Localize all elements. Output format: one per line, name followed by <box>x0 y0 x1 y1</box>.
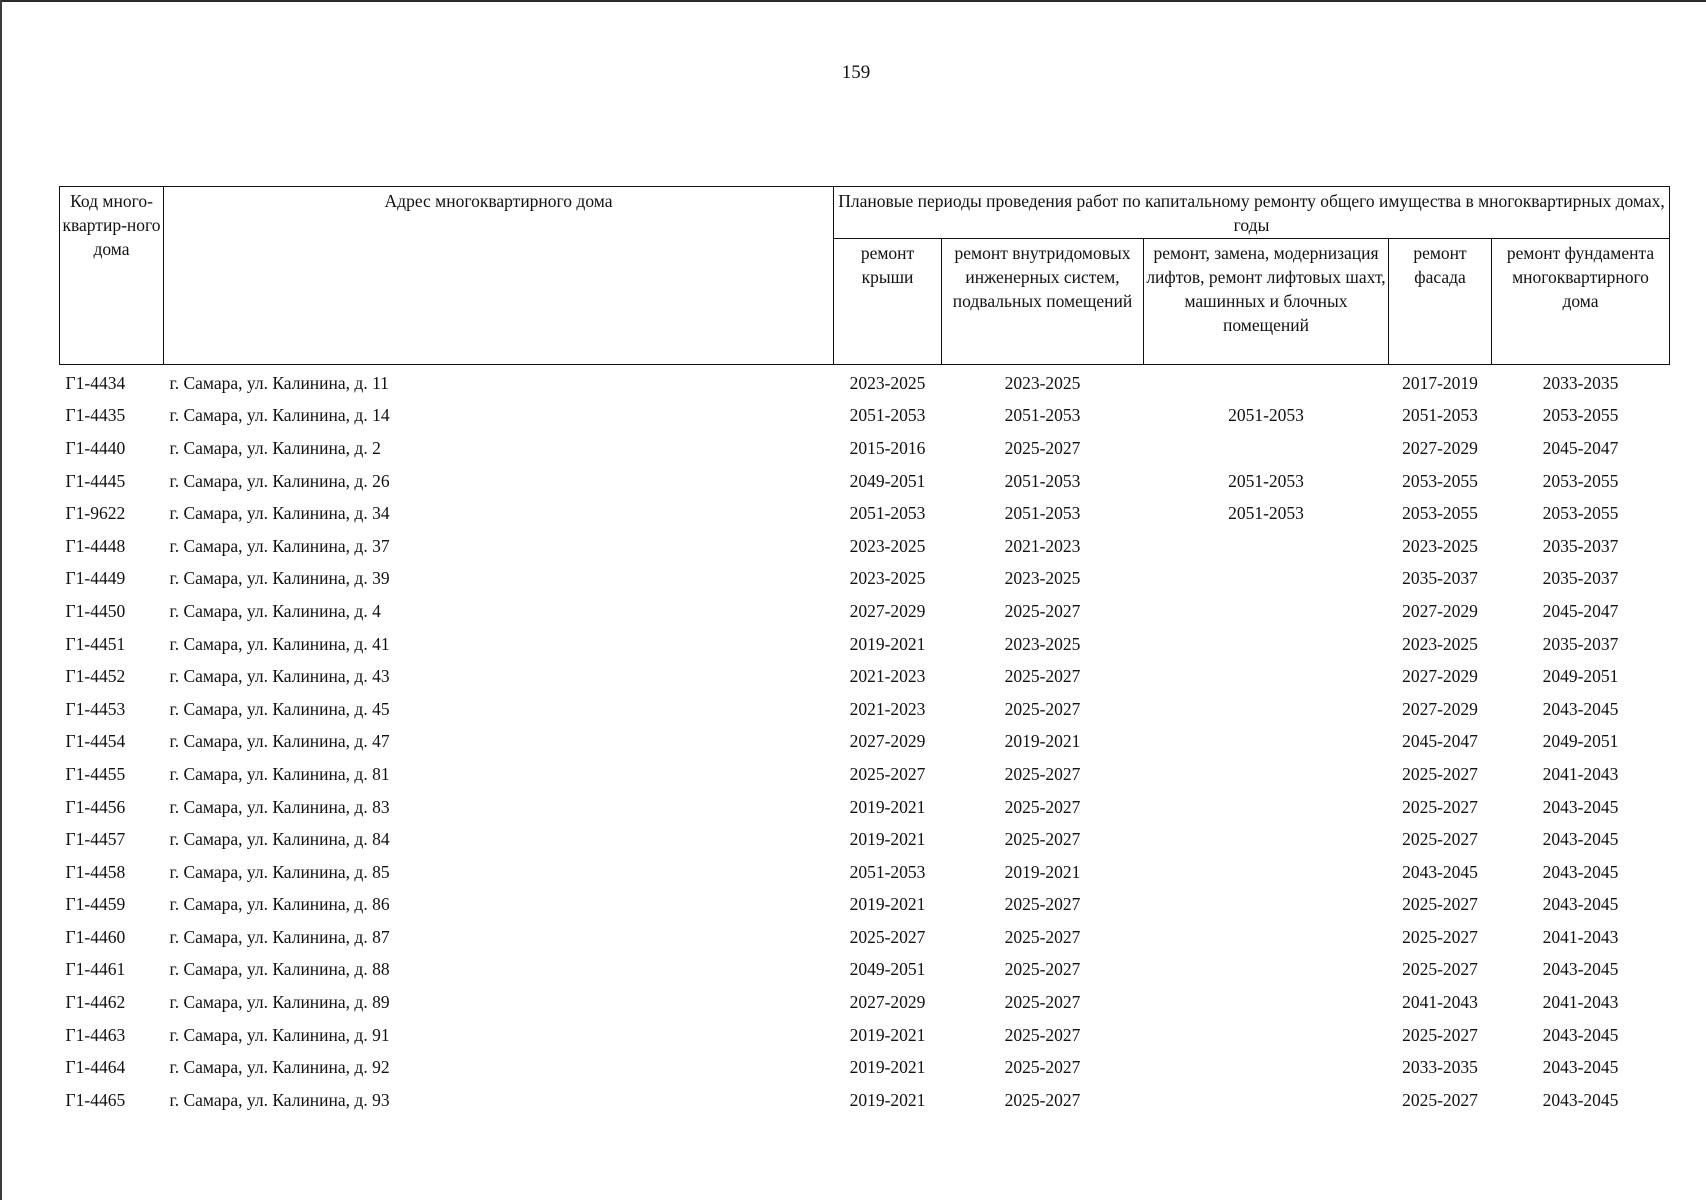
table-row <box>60 889 1670 922</box>
cell-systems: 2025-2027 <box>1004 1057 1081 1078</box>
cell-address: г. Самара, ул. Калинина, д. 2 <box>169 437 381 458</box>
table-row <box>60 432 1670 465</box>
cell-code: Г1-4453 <box>65 698 126 719</box>
cell-facade: 2025-2027 <box>1402 796 1478 817</box>
cell-systems: 2025-2027 <box>1004 666 1081 687</box>
cell-roof: 2027-2029 <box>849 731 926 752</box>
cell-elevators <box>1144 921 1389 954</box>
cell-roof: 2023-2025 <box>849 568 926 589</box>
cell-address: г. Самара, ул. Калинина, д. 39 <box>169 568 390 589</box>
table-row <box>60 921 1670 954</box>
cell-elevators: 2051-2053 <box>1228 405 1304 426</box>
cell-code: Г1-4460 <box>65 926 126 947</box>
cell-roof: 2023-2025 <box>849 372 926 393</box>
cell-elevators: 2051-2053 <box>1228 503 1304 524</box>
cell-foundation: 2035-2037 <box>1542 633 1619 654</box>
table-row <box>60 660 1670 693</box>
cell-roof: 2019-2021 <box>849 894 926 915</box>
cell-code: Г1-4461 <box>65 959 126 980</box>
header-facade: ремонт фасада <box>1389 239 1492 365</box>
table-row <box>60 628 1670 661</box>
header-systems: ремонт внутридомовых инженерных систем, подвальных помещений <box>942 239 1144 365</box>
table-row <box>60 823 1670 856</box>
header-code: Код много-квартир-ного дома <box>60 187 164 365</box>
cell-foundation: 2045-2047 <box>1542 600 1619 621</box>
table-row <box>60 1019 1670 1052</box>
cell-roof: 2021-2023 <box>849 698 926 719</box>
cell-elevators <box>1144 823 1389 856</box>
cell-address: г. Самара, ул. Калинина, д. 41 <box>169 633 390 654</box>
cell-roof: 2051-2053 <box>849 861 926 882</box>
cell-roof: 2021-2023 <box>849 666 926 687</box>
cell-elevators <box>1144 889 1389 922</box>
table-row <box>60 726 1670 759</box>
cell-systems: 2025-2027 <box>1004 829 1081 850</box>
cell-foundation: 2041-2043 <box>1542 992 1619 1013</box>
cell-elevators <box>1144 432 1389 465</box>
cell-systems: 2051-2053 <box>1004 470 1081 491</box>
table-row <box>60 791 1670 824</box>
cell-address: г. Самара, ул. Калинина, д. 43 <box>169 666 390 687</box>
table-row <box>60 465 1670 498</box>
cell-systems: 2023-2025 <box>1004 633 1081 654</box>
table-row <box>60 693 1670 726</box>
cell-address: г. Самара, ул. Калинина, д. 45 <box>169 698 390 719</box>
cell-code: Г1-4455 <box>65 763 126 784</box>
cell-elevators <box>1144 530 1389 563</box>
cell-code: Г1-4456 <box>65 796 126 817</box>
cell-code: Г1-4435 <box>65 405 126 426</box>
table-row <box>60 954 1670 987</box>
cell-elevators <box>1144 628 1389 661</box>
cell-address: г. Самара, ул. Калинина, д. 26 <box>169 470 390 491</box>
cell-foundation: 2049-2051 <box>1542 666 1619 687</box>
header-address: Адрес многоквартирного дома <box>164 187 834 365</box>
cell-address: г. Самара, ул. Калинина, д. 89 <box>169 992 390 1013</box>
cell-facade: 2025-2027 <box>1402 894 1478 915</box>
cell-systems: 2023-2025 <box>1004 372 1081 393</box>
scan-edge-left <box>0 0 2 1200</box>
cell-address: г. Самара, ул. Калинина, д. 81 <box>169 763 390 784</box>
cell-roof: 2015-2016 <box>849 437 926 458</box>
header-periods: Плановые периоды проведения работ по капитальному ремонту общего имущества в многоквартирных домах, годы <box>834 187 1670 239</box>
cell-elevators <box>1144 595 1389 628</box>
cell-elevators <box>1144 726 1389 759</box>
cell-address: г. Самара, ул. Калинина, д. 34 <box>169 503 390 524</box>
scan-edge-top <box>0 0 1706 2</box>
table-body <box>60 365 1670 1117</box>
cell-facade: 2025-2027 <box>1402 959 1478 980</box>
cell-elevators <box>1144 365 1389 400</box>
cell-systems: 2025-2027 <box>1004 1089 1081 1110</box>
repair-schedule-table <box>59 186 1670 1117</box>
cell-systems: 2021-2023 <box>1004 535 1081 556</box>
cell-address: г. Самара, ул. Калинина, д. 93 <box>169 1089 390 1110</box>
cell-code: Г1-4450 <box>65 600 126 621</box>
table-row <box>60 1051 1670 1084</box>
cell-systems: 2023-2025 <box>1004 568 1081 589</box>
cell-address: г. Самара, ул. Калинина, д. 85 <box>169 861 390 882</box>
cell-systems: 2025-2027 <box>1004 698 1081 719</box>
cell-foundation: 2041-2043 <box>1542 926 1619 947</box>
cell-elevators <box>1144 986 1389 1019</box>
cell-code: Г1-4464 <box>65 1057 126 1078</box>
cell-facade: 2053-2055 <box>1402 470 1478 491</box>
cell-roof: 2049-2051 <box>849 959 926 980</box>
cell-facade: 2027-2029 <box>1402 437 1478 458</box>
cell-address: г. Самара, ул. Калинина, д. 92 <box>169 1057 390 1078</box>
table-row <box>60 758 1670 791</box>
cell-systems: 2019-2021 <box>1004 731 1081 752</box>
cell-elevators <box>1144 856 1389 889</box>
cell-code: Г1-4451 <box>65 633 126 654</box>
cell-roof: 2051-2053 <box>849 503 926 524</box>
table-row <box>60 856 1670 889</box>
cell-systems: 2025-2027 <box>1004 992 1081 1013</box>
cell-elevators <box>1144 1051 1389 1084</box>
cell-systems: 2025-2027 <box>1004 600 1081 621</box>
cell-foundation: 2033-2035 <box>1542 372 1619 393</box>
cell-elevators <box>1144 660 1389 693</box>
cell-foundation: 2053-2055 <box>1542 470 1619 491</box>
cell-systems: 2025-2027 <box>1004 763 1081 784</box>
table-row <box>60 986 1670 1019</box>
cell-foundation: 2035-2037 <box>1542 568 1619 589</box>
cell-systems: 2025-2027 <box>1004 796 1081 817</box>
cell-code: Г1-4465 <box>65 1089 126 1110</box>
cell-address: г. Самара, ул. Калинина, д. 83 <box>169 796 390 817</box>
cell-foundation: 2043-2045 <box>1542 1057 1619 1078</box>
cell-roof: 2019-2021 <box>849 1057 926 1078</box>
cell-facade: 2027-2029 <box>1402 666 1478 687</box>
cell-elevators: 2051-2053 <box>1228 470 1304 491</box>
cell-roof: 2019-2021 <box>849 633 926 654</box>
table-row <box>60 497 1670 530</box>
cell-systems: 2025-2027 <box>1004 1024 1081 1045</box>
cell-foundation: 2043-2045 <box>1542 861 1619 882</box>
cell-facade: 2045-2047 <box>1402 731 1478 752</box>
cell-foundation: 2043-2045 <box>1542 894 1619 915</box>
cell-address: г. Самара, ул. Калинина, д. 11 <box>169 372 389 393</box>
cell-address: г. Самара, ул. Калинина, д. 37 <box>169 535 390 556</box>
cell-foundation: 2043-2045 <box>1542 796 1619 817</box>
cell-facade: 2025-2027 <box>1402 1089 1478 1110</box>
cell-facade: 2017-2019 <box>1402 372 1478 393</box>
cell-roof: 2023-2025 <box>849 535 926 556</box>
cell-facade: 2041-2043 <box>1402 992 1478 1013</box>
cell-code: Г1-4463 <box>65 1024 126 1045</box>
cell-address: г. Самара, ул. Калинина, д. 4 <box>169 600 381 621</box>
cell-systems: 2051-2053 <box>1004 405 1081 426</box>
cell-systems: 2025-2027 <box>1004 926 1081 947</box>
cell-address: г. Самара, ул. Калинина, д. 88 <box>169 959 390 980</box>
header-elevators: ремонт, замена, модернизация лифтов, ремонт лифтовых шахт, машинных и блочных помещений <box>1144 239 1389 365</box>
cell-elevators <box>1144 563 1389 596</box>
cell-address: г. Самара, ул. Калинина, д. 91 <box>169 1024 390 1045</box>
cell-code: Г1-4449 <box>65 568 126 589</box>
table-header <box>60 187 1670 365</box>
cell-elevators <box>1144 1019 1389 1052</box>
cell-facade: 2027-2029 <box>1402 698 1478 719</box>
cell-code: Г1-4452 <box>65 666 126 687</box>
cell-code: Г1-4445 <box>65 470 126 491</box>
cell-elevators <box>1144 954 1389 987</box>
table-row <box>60 365 1670 400</box>
cell-elevators <box>1144 791 1389 824</box>
cell-facade: 2053-2055 <box>1402 503 1478 524</box>
table-row <box>60 1084 1670 1117</box>
cell-systems: 2025-2027 <box>1004 437 1081 458</box>
cell-foundation: 2043-2045 <box>1542 1089 1619 1110</box>
cell-foundation: 2043-2045 <box>1542 1024 1619 1045</box>
cell-address: г. Самара, ул. Калинина, д. 86 <box>169 894 390 915</box>
cell-facade: 2025-2027 <box>1402 763 1478 784</box>
cell-facade: 2033-2035 <box>1402 1057 1478 1078</box>
cell-foundation: 2043-2045 <box>1542 959 1619 980</box>
cell-elevators <box>1144 758 1389 791</box>
cell-address: г. Самара, ул. Калинина, д. 47 <box>169 731 390 752</box>
cell-foundation: 2041-2043 <box>1542 763 1619 784</box>
cell-code: Г1-4459 <box>65 894 126 915</box>
cell-facade: 2035-2037 <box>1402 568 1478 589</box>
cell-facade: 2023-2025 <box>1402 633 1478 654</box>
cell-systems: 2025-2027 <box>1004 894 1081 915</box>
cell-facade: 2043-2045 <box>1402 861 1478 882</box>
cell-foundation: 2043-2045 <box>1542 698 1619 719</box>
cell-address: г. Самара, ул. Калинина, д. 14 <box>169 405 390 426</box>
cell-roof: 2025-2027 <box>849 926 926 947</box>
cell-code: Г1-4457 <box>65 829 126 850</box>
cell-roof: 2027-2029 <box>849 992 926 1013</box>
cell-roof: 2027-2029 <box>849 600 926 621</box>
cell-foundation: 2045-2047 <box>1542 437 1619 458</box>
cell-roof: 2019-2021 <box>849 1024 926 1045</box>
page-number: 159 <box>841 62 871 83</box>
cell-roof: 2025-2027 <box>849 763 926 784</box>
cell-code: Г1-4462 <box>65 992 126 1013</box>
table-row <box>60 595 1670 628</box>
cell-foundation: 2053-2055 <box>1542 405 1619 426</box>
cell-code: Г1-4440 <box>65 437 126 458</box>
cell-elevators <box>1144 1084 1389 1117</box>
header-foundation: ремонт фундамента многоквартирного дома <box>1492 239 1670 365</box>
cell-foundation: 2053-2055 <box>1542 503 1619 524</box>
cell-foundation: 2035-2037 <box>1542 535 1619 556</box>
cell-facade: 2051-2053 <box>1402 405 1478 426</box>
cell-code: Г1-4448 <box>65 535 126 556</box>
cell-roof: 2049-2051 <box>849 470 926 491</box>
cell-foundation: 2043-2045 <box>1542 829 1619 850</box>
cell-roof: 2019-2021 <box>849 796 926 817</box>
cell-roof: 2051-2053 <box>849 405 926 426</box>
cell-facade: 2027-2029 <box>1402 600 1478 621</box>
cell-facade: 2025-2027 <box>1402 926 1478 947</box>
cell-systems: 2051-2053 <box>1004 503 1081 524</box>
cell-address: г. Самара, ул. Калинина, д. 87 <box>169 926 390 947</box>
cell-roof: 2019-2021 <box>849 1089 926 1110</box>
cell-systems: 2025-2027 <box>1004 959 1081 980</box>
cell-code: Г1-9622 <box>65 503 126 524</box>
cell-elevators <box>1144 693 1389 726</box>
cell-code: Г1-4454 <box>65 731 126 752</box>
cell-foundation: 2049-2051 <box>1542 731 1619 752</box>
table-row <box>60 563 1670 596</box>
table-row <box>60 400 1670 433</box>
cell-systems: 2019-2021 <box>1004 861 1081 882</box>
table-row <box>60 530 1670 563</box>
cell-roof: 2019-2021 <box>849 829 926 850</box>
cell-code: Г1-4458 <box>65 861 126 882</box>
cell-address: г. Самара, ул. Калинина, д. 84 <box>169 829 390 850</box>
cell-facade: 2023-2025 <box>1402 535 1478 556</box>
cell-code: Г1-4434 <box>65 372 126 393</box>
header-roof: ремонт крыши <box>834 239 942 365</box>
cell-facade: 2025-2027 <box>1402 829 1478 850</box>
cell-facade: 2025-2027 <box>1402 1024 1478 1045</box>
